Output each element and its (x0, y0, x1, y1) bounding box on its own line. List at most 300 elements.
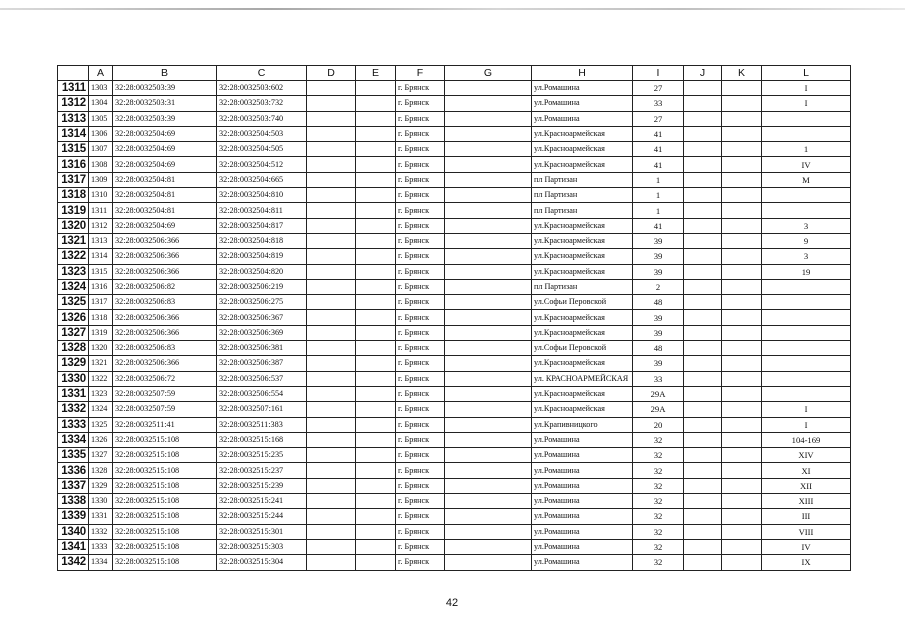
cell-g (445, 96, 532, 111)
cell-j (684, 218, 722, 233)
table-row (58, 111, 851, 126)
cell-d (307, 386, 356, 401)
cell-f: г. Брянск (396, 157, 445, 172)
cell-j (684, 172, 722, 187)
cell-e (356, 172, 396, 187)
cell-i: 41 (633, 157, 684, 172)
row-number: 1329 (58, 356, 89, 371)
cell-h: ул.Ромашина (532, 494, 633, 509)
cell-h: ул.Красноармейская (532, 249, 633, 264)
cell-i: 32 (633, 524, 684, 539)
cell-g (445, 81, 532, 96)
cell-k (722, 172, 762, 187)
cell-c: 32:28:0032504:818 (217, 233, 307, 248)
cell-b: 32:28:0032503:31 (113, 96, 217, 111)
cell-l (762, 325, 851, 340)
cell-e (356, 432, 396, 447)
cell-g (445, 310, 532, 325)
cell-j (684, 509, 722, 524)
cell-i: 27 (633, 81, 684, 96)
cell-l (762, 203, 851, 218)
row-number: 1338 (58, 494, 89, 509)
cell-h: ул.Ромашина (532, 81, 633, 96)
cell-l: XII (762, 478, 851, 493)
cell-h: ул.Красноармейская (532, 233, 633, 248)
cell-f: г. Брянск (396, 448, 445, 463)
cell-d (307, 417, 356, 432)
cell-d (307, 203, 356, 218)
cell-d (307, 264, 356, 279)
cell-b: 32:28:0032506:366 (113, 356, 217, 371)
cell-c: 32:28:0032504:505 (217, 142, 307, 157)
cell-i: 2 (633, 279, 684, 294)
cell-l (762, 126, 851, 141)
cell-g (445, 218, 532, 233)
column-header-e: E (356, 66, 396, 81)
row-number: 1340 (58, 524, 89, 539)
cell-i: 39 (633, 356, 684, 371)
cell-f: г. Брянск (396, 310, 445, 325)
cell-c: 32:28:0032504:811 (217, 203, 307, 218)
cell-l (762, 356, 851, 371)
cell-f: г. Брянск (396, 386, 445, 401)
cell-f: г. Брянск (396, 341, 445, 356)
row-number: 1333 (58, 417, 89, 432)
cell-i: 41 (633, 142, 684, 157)
table-row (58, 509, 851, 524)
cell-c: 32:28:0032511:383 (217, 417, 307, 432)
table-row (58, 81, 851, 96)
cell-b: 32:28:0032515:108 (113, 478, 217, 493)
cell-i: 39 (633, 310, 684, 325)
cell-a: 1328 (89, 463, 113, 478)
cell-j (684, 417, 722, 432)
row-number: 1325 (58, 295, 89, 310)
cell-k (722, 463, 762, 478)
table-row (58, 295, 851, 310)
cell-j (684, 157, 722, 172)
cell-h: ул.Ромашина (532, 524, 633, 539)
row-number: 1327 (58, 325, 89, 340)
cell-k (722, 478, 762, 493)
cell-i: 1 (633, 203, 684, 218)
cell-b: 32:28:0032515:108 (113, 509, 217, 524)
row-number: 1339 (58, 509, 89, 524)
cell-e (356, 509, 396, 524)
row-number: 1334 (58, 432, 89, 447)
cell-g (445, 233, 532, 248)
cell-h: ул.Ромашина (532, 478, 633, 493)
cell-h: ул.Софьи Перовской (532, 341, 633, 356)
cell-g (445, 341, 532, 356)
cell-h: ул.Ромашина (532, 96, 633, 111)
cell-g (445, 172, 532, 187)
cell-h: ул.Ромашина (532, 463, 633, 478)
row-number: 1323 (58, 264, 89, 279)
row-number: 1313 (58, 111, 89, 126)
cell-b: 32:28:0032515:108 (113, 494, 217, 509)
cell-g (445, 448, 532, 463)
cell-k (722, 341, 762, 356)
page-number: 42 (445, 597, 459, 609)
cell-k (722, 402, 762, 417)
cell-i: 1 (633, 188, 684, 203)
cell-e (356, 341, 396, 356)
cell-g (445, 417, 532, 432)
cell-b: 32:28:0032515:108 (113, 448, 217, 463)
cell-b: 32:28:0032507:59 (113, 402, 217, 417)
cell-f: г. Брянск (396, 142, 445, 157)
cell-a: 1306 (89, 126, 113, 141)
cell-f: г. Брянск (396, 432, 445, 447)
cell-c: 32:28:0032506:219 (217, 279, 307, 294)
cell-f: г. Брянск (396, 295, 445, 310)
cell-f: г. Брянск (396, 264, 445, 279)
row-number: 1331 (58, 386, 89, 401)
cell-e (356, 111, 396, 126)
cell-i: 39 (633, 264, 684, 279)
cell-k (722, 524, 762, 539)
cell-a: 1309 (89, 172, 113, 187)
cell-c: 32:28:0032504:810 (217, 188, 307, 203)
cell-h: ул. КРАСНОАРМЕЙСКАЯ (532, 371, 633, 386)
cell-a: 1307 (89, 142, 113, 157)
cell-e (356, 371, 396, 386)
cell-a: 1325 (89, 417, 113, 432)
cell-j (684, 264, 722, 279)
table-row (58, 233, 851, 248)
cell-h: ул.Красноармейская (532, 325, 633, 340)
cell-k (722, 509, 762, 524)
cell-l: 9 (762, 233, 851, 248)
cell-k (722, 356, 762, 371)
cell-h: ул.Ромашина (532, 111, 633, 126)
cell-h: ул.Красноармейская (532, 264, 633, 279)
cell-d (307, 555, 356, 570)
cell-d (307, 402, 356, 417)
table-row (58, 524, 851, 539)
cell-l: VIII (762, 524, 851, 539)
cell-e (356, 264, 396, 279)
cell-b: 32:28:0032504:81 (113, 188, 217, 203)
cell-d (307, 96, 356, 111)
cell-k (722, 203, 762, 218)
cell-l: 3 (762, 218, 851, 233)
cell-k (722, 142, 762, 157)
cell-h: ул.Красноармейская (532, 218, 633, 233)
cell-b: 32:28:0032506:366 (113, 249, 217, 264)
cell-k (722, 279, 762, 294)
cell-k (722, 417, 762, 432)
cell-k (722, 448, 762, 463)
cell-g (445, 386, 532, 401)
spreadsheet-page (57, 65, 850, 571)
cell-f: г. Брянск (396, 218, 445, 233)
cell-c: 32:28:0032504:665 (217, 172, 307, 187)
row-number: 1317 (58, 172, 89, 187)
cell-h: ул.Красноармейская (532, 142, 633, 157)
cell-l: 104-169 (762, 432, 851, 447)
cell-i: 1 (633, 172, 684, 187)
table-row (58, 539, 851, 554)
cell-f: г. Брянск (396, 356, 445, 371)
cell-h: ул.Красноармейская (532, 386, 633, 401)
table-row (58, 494, 851, 509)
cell-c: 32:28:0032515:241 (217, 494, 307, 509)
cell-e (356, 142, 396, 157)
cell-e (356, 188, 396, 203)
cell-a: 1321 (89, 356, 113, 371)
row-number: 1328 (58, 341, 89, 356)
table-row (58, 448, 851, 463)
cell-f: г. Брянск (396, 188, 445, 203)
cell-l: М (762, 172, 851, 187)
table-row (58, 463, 851, 478)
table-row (58, 386, 851, 401)
cell-j (684, 233, 722, 248)
cell-j (684, 188, 722, 203)
cell-i: 32 (633, 494, 684, 509)
cell-a: 1312 (89, 218, 113, 233)
cell-e (356, 524, 396, 539)
cell-i: 33 (633, 96, 684, 111)
cell-k (722, 555, 762, 570)
cell-c: 32:28:0032506:381 (217, 341, 307, 356)
cell-g (445, 509, 532, 524)
cell-c: 32:28:0032506:367 (217, 310, 307, 325)
cell-c: 32:28:0032503:602 (217, 81, 307, 96)
cell-a: 1310 (89, 188, 113, 203)
cell-k (722, 264, 762, 279)
cell-k (722, 325, 762, 340)
cell-d (307, 494, 356, 509)
row-number: 1324 (58, 279, 89, 294)
cell-e (356, 249, 396, 264)
cell-l: III (762, 509, 851, 524)
cell-d (307, 356, 356, 371)
cell-j (684, 555, 722, 570)
cell-c: 32:28:0032504:512 (217, 157, 307, 172)
data-table (57, 65, 851, 571)
cell-e (356, 386, 396, 401)
cell-j (684, 96, 722, 111)
cell-a: 1311 (89, 203, 113, 218)
cell-g (445, 494, 532, 509)
cell-l (762, 310, 851, 325)
cell-f: г. Брянск (396, 371, 445, 386)
cell-j (684, 539, 722, 554)
column-header-b: B (113, 66, 217, 81)
column-header-h: H (532, 66, 633, 81)
cell-d (307, 249, 356, 264)
cell-d (307, 325, 356, 340)
cell-h: пл Партизан (532, 188, 633, 203)
cell-e (356, 96, 396, 111)
table-row (58, 371, 851, 386)
cell-g (445, 325, 532, 340)
cell-e (356, 356, 396, 371)
cell-j (684, 279, 722, 294)
cell-c: 32:28:0032515:303 (217, 539, 307, 554)
cell-k (722, 295, 762, 310)
cell-f: г. Брянск (396, 417, 445, 432)
row-number: 1342 (58, 555, 89, 570)
cell-h: ул.Ромашина (532, 432, 633, 447)
cell-l: I (762, 81, 851, 96)
cell-f: г. Брянск (396, 279, 445, 294)
cell-b: 32:28:0032506:366 (113, 325, 217, 340)
table-row (58, 249, 851, 264)
cell-i: 32 (633, 463, 684, 478)
table-row (58, 555, 851, 570)
cell-j (684, 463, 722, 478)
column-header-c: C (217, 66, 307, 81)
cell-f: г. Брянск (396, 509, 445, 524)
cell-l: 1 (762, 142, 851, 157)
cell-b: 32:28:0032515:108 (113, 539, 217, 554)
cell-j (684, 494, 722, 509)
column-header-row (58, 66, 851, 81)
row-number: 1315 (58, 142, 89, 157)
row-number: 1318 (58, 188, 89, 203)
corner-cell (58, 66, 89, 81)
cell-b: 32:28:0032504:69 (113, 157, 217, 172)
cell-k (722, 494, 762, 509)
cell-a: 1308 (89, 157, 113, 172)
cell-c: 32:28:0032506:537 (217, 371, 307, 386)
table-row (58, 356, 851, 371)
cell-d (307, 371, 356, 386)
row-number: 1332 (58, 402, 89, 417)
cell-g (445, 126, 532, 141)
cell-g (445, 463, 532, 478)
cell-g (445, 524, 532, 539)
cell-j (684, 126, 722, 141)
cell-j (684, 371, 722, 386)
cell-g (445, 539, 532, 554)
cell-i: 32 (633, 448, 684, 463)
cell-c: 32:28:0032515:237 (217, 463, 307, 478)
cell-b: 32:28:0032506:366 (113, 310, 217, 325)
table-row (58, 218, 851, 233)
cell-l: XIV (762, 448, 851, 463)
cell-c: 32:28:0032506:554 (217, 386, 307, 401)
cell-j (684, 310, 722, 325)
table-row (58, 172, 851, 187)
cell-a: 1332 (89, 524, 113, 539)
table-row (58, 96, 851, 111)
cell-b: 32:28:0032506:366 (113, 264, 217, 279)
cell-g (445, 371, 532, 386)
cell-f: г. Брянск (396, 524, 445, 539)
cell-i: 29А (633, 402, 684, 417)
table-row (58, 341, 851, 356)
cell-j (684, 81, 722, 96)
cell-j (684, 356, 722, 371)
cell-i: 39 (633, 249, 684, 264)
cell-e (356, 417, 396, 432)
cell-c: 32:28:0032515:304 (217, 555, 307, 570)
cell-b: 32:28:0032506:72 (113, 371, 217, 386)
cell-l: XIII (762, 494, 851, 509)
cell-i: 48 (633, 341, 684, 356)
row-number: 1336 (58, 463, 89, 478)
cell-k (722, 157, 762, 172)
cell-f: г. Брянск (396, 233, 445, 248)
cell-i: 32 (633, 478, 684, 493)
cell-k (722, 218, 762, 233)
cell-a: 1304 (89, 96, 113, 111)
cell-h: ул.Ромашина (532, 448, 633, 463)
cell-a: 1319 (89, 325, 113, 340)
cell-d (307, 432, 356, 447)
cell-b: 32:28:0032511:41 (113, 417, 217, 432)
cell-d (307, 310, 356, 325)
table-body (58, 81, 851, 571)
cell-l: 19 (762, 264, 851, 279)
table-row (58, 325, 851, 340)
cell-h: ул.Крапивницкого (532, 417, 633, 432)
cell-j (684, 325, 722, 340)
cell-e (356, 295, 396, 310)
cell-c: 32:28:0032515:235 (217, 448, 307, 463)
cell-d (307, 509, 356, 524)
cell-c: 32:28:0032507:161 (217, 402, 307, 417)
cell-f: г. Брянск (396, 172, 445, 187)
cell-d (307, 157, 356, 172)
cell-e (356, 81, 396, 96)
cell-l (762, 295, 851, 310)
cell-d (307, 126, 356, 141)
table-row (58, 402, 851, 417)
cell-g (445, 111, 532, 126)
cell-f: г. Брянск (396, 555, 445, 570)
cell-a: 1331 (89, 509, 113, 524)
cell-i: 32 (633, 509, 684, 524)
cell-b: 32:28:0032506:83 (113, 341, 217, 356)
column-header-i: I (633, 66, 684, 81)
cell-l: 3 (762, 249, 851, 264)
cell-e (356, 478, 396, 493)
cell-f: г. Брянск (396, 494, 445, 509)
cell-e (356, 218, 396, 233)
cell-j (684, 295, 722, 310)
cell-f: г. Брянск (396, 539, 445, 554)
cell-b: 32:28:0032504:69 (113, 218, 217, 233)
cell-j (684, 386, 722, 401)
cell-k (722, 126, 762, 141)
row-number: 1320 (58, 218, 89, 233)
cell-c: 32:28:0032504:819 (217, 249, 307, 264)
cell-h: ул.Софьи Перовской (532, 295, 633, 310)
cell-h: ул.Красноармейская (532, 356, 633, 371)
cell-h: ул.Ромашина (532, 539, 633, 554)
cell-l: IX (762, 555, 851, 570)
cell-c: 32:28:0032515:239 (217, 478, 307, 493)
cell-e (356, 448, 396, 463)
cell-f: г. Брянск (396, 478, 445, 493)
cell-k (722, 188, 762, 203)
row-number: 1341 (58, 539, 89, 554)
cell-f: г. Брянск (396, 402, 445, 417)
cell-c: 32:28:0032504:503 (217, 126, 307, 141)
cell-j (684, 524, 722, 539)
cell-d (307, 463, 356, 478)
cell-c: 32:28:0032503:732 (217, 96, 307, 111)
cell-b: 32:28:0032504:81 (113, 203, 217, 218)
cell-l (762, 188, 851, 203)
table-row (58, 310, 851, 325)
